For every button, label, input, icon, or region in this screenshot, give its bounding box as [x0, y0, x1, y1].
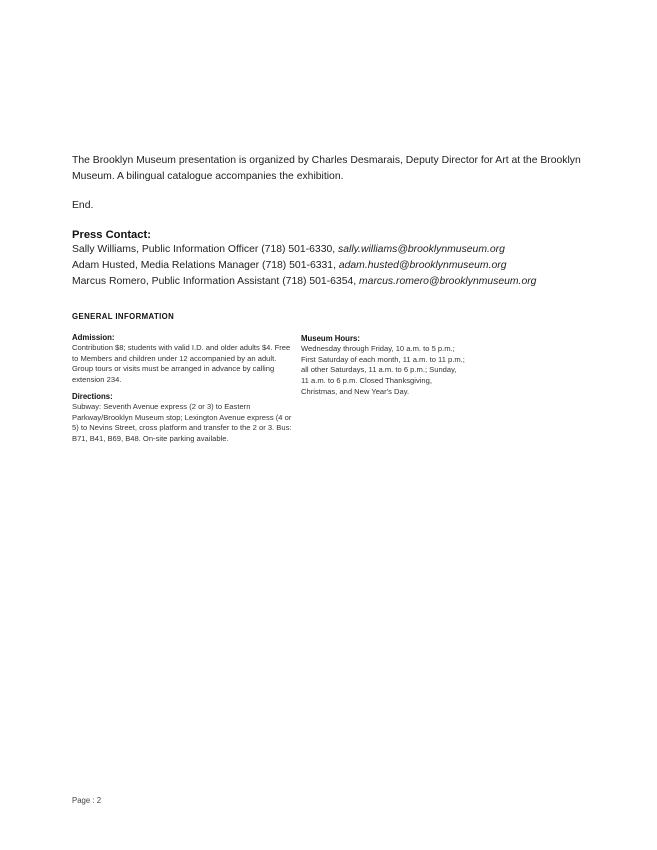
press-contact-title: Press Contact: [72, 229, 151, 241]
end-marker: End. [72, 200, 94, 211]
directions-section [72, 392, 292, 445]
general-information-heading: GENERAL INFORMATION [72, 312, 175, 321]
museum-hours-title: Museum Hours: [301, 334, 360, 343]
intro-paragraph: The Brooklyn Museum presentation is organized by Charles Desmarais, Deputy Director for Art at the Brooklyn Museum. A bilingual catalogue accompanies the exhibition. [72, 155, 581, 182]
contact-item [72, 258, 632, 274]
general-info-right-column [301, 333, 466, 404]
contact-email[interactable]: adam.husted@brooklynmuseum.org [338, 260, 507, 271]
general-info-left-column [72, 333, 292, 451]
admission-title: Admission: [72, 333, 115, 342]
contact-email[interactable]: marcus.romero@brooklynmuseum.org [359, 276, 537, 287]
contact-info: Marcus Romero, Public Information Assistant (718) 501-6354, [72, 276, 360, 287]
contact-info: Sally Williams, Public Information Officer (718) 501-6330, [72, 244, 339, 255]
contact-email[interactable]: sally.williams@brooklynmuseum.org [338, 244, 505, 255]
press-contact-list [72, 242, 632, 290]
directions-text: Subway: Seventh Avenue express (2 or 3) to Eastern Parkway/Brooklyn Museum stop; Lexington Avenue express (4 or 5) to Nevins Street, cross platform and transfer to the 2 or 3. Bus: B71, B41, B69, B48. On-site parking available. [72, 401, 292, 443]
museum-hours-section [301, 334, 466, 398]
page-number: Page : 2 [72, 796, 102, 805]
admission-section [72, 333, 292, 386]
directions-title: Directions: [72, 391, 113, 401]
contact-info: Adam Husted, Media Relations Manager (718) 501-6331, [72, 260, 339, 271]
contact-item [72, 274, 632, 290]
museum-hours-text: Wednesday through Friday, 10 a.m. to 5 p.m.; First Saturday of each month, 11 a.m. to 11 p.m.; all other Saturdays, 11 a.m. to 6 p.m.; Sunday, 11 a.m. to 6 p.m. Closed Thanksgiving, Christmas, and New Year's Day. [301, 344, 465, 396]
contact-item [72, 242, 632, 258]
admission-text: Contribution $8; students with valid I.D. and older adults $4. Free to Members and children under 12 accompanied by an adult. Group tours or visits must be arranged in advance by calling extension 234. [72, 343, 291, 385]
